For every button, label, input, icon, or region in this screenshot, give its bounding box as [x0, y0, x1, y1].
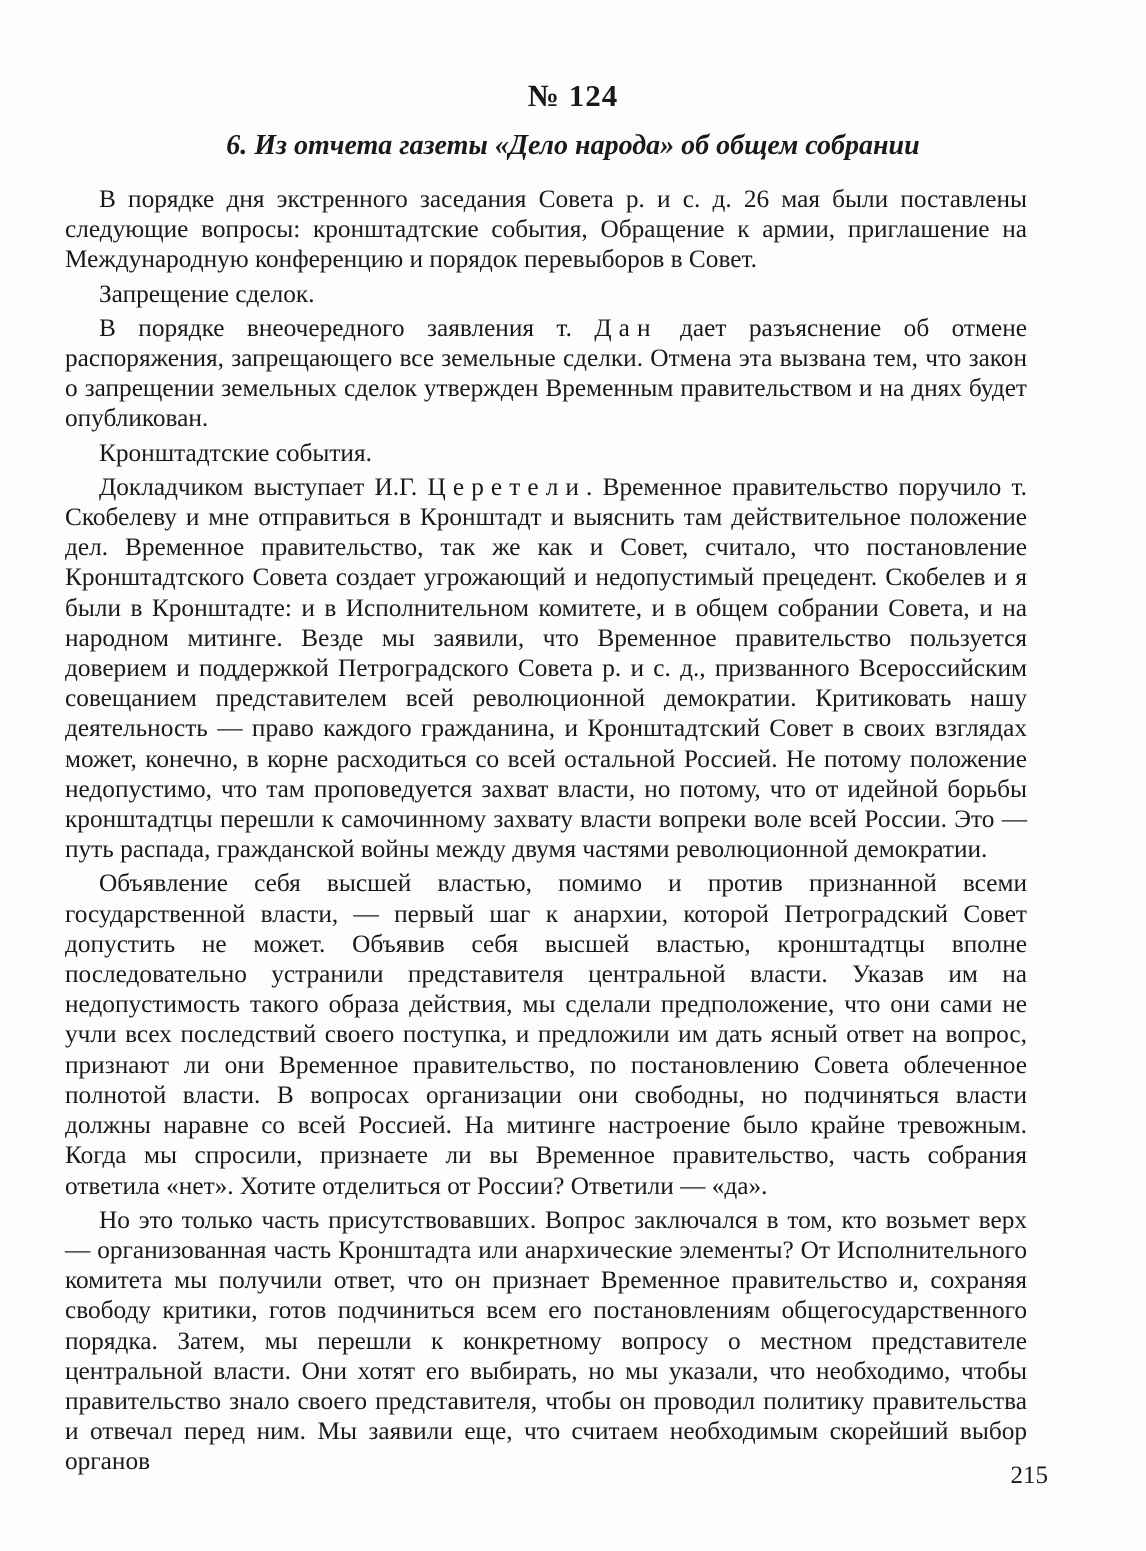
paragraph-dan-statement	[65, 313, 1027, 434]
paragraph-text: Докладчиком выступает И.Г.	[99, 472, 428, 501]
body-text	[65, 184, 1027, 1477]
paragraph-tsereteli-report	[65, 472, 1027, 865]
paragraph-text: В порядке внеочередного заявления т.	[99, 313, 595, 342]
section-heading-kronstadt-events: Кронштадтские события.	[99, 438, 372, 467]
paragraph-text: дает разъяснение об отмене распоряжения, запрещающего все земельные сделки. Отмена эта вызвана тем, что закон о запрещении земельных сделок утвержден Временным правительством и на днях будет опубликован.	[65, 313, 1027, 433]
paragraph-text: . Временное правительство поручило т. Скобелеву и мне отправиться в Кронштадт и выяснить там действительное положение дел. Временное правительство, так же как и Совет, считало, что постановление Кронштадтского Совета создает угрожающий и недопустимый прецедент. Скобелев и я были в Кронштадте: и в Исполнительном комитете, и в общем собрании Совета, и на народном митинге. Везде мы заявили, что Временное правительство пользуется доверием и поддержкой Петроградского Совета р. и с. д., призванного Всероссийским совещанием представителем всей революционной демократии. Критиковать нашу деятельность — право каждого гражданина, и Кронштадтский Совет в своих взглядах может, конечно, в корне расходиться со всей остальной Россией. Не потому положение недопустимо, что там проповедуется захват власти, но потому, что от идейной борьбы кронштадтцы перешли к самочинному захвату власти вопреки воле всей России. Это — путь распада, гражданской войны между двумя частями революционной демократии.	[65, 472, 1027, 864]
page-number: 215	[1010, 1462, 1048, 1489]
speaker-name: Церетели	[427, 472, 587, 501]
paragraph-supreme-power: Объявление себя высшей властью, помимо и против признанной всеми государственной власти, — первый шаг к анархии, которой Петроградский Совет допустить не может. Объявив себя высшей властью, кронштадтцы вполне последовательно устранили представителя центральной власти. Указав им на недопустимость такого образа действия, мы сделали предположение, что они сами не учли всех последствий своего поступка, и предложили им дать ясный ответ на вопрос, признают ли они Временное правительство, по постановлению Совета облеченное полнотой власти. В вопросах организации они свободны, но подчиняться власти должны наравне со всей Россией. На митинге настроение было крайне тревожным. Когда мы спросили, признаете ли вы Временное правительство, часть собрания ответила «нет». Хотите отделиться от России? Ответили — «да».	[65, 869, 1027, 1200]
section-heading-deals-ban: Запрещение сделок.	[99, 279, 315, 308]
paragraph-agenda: В порядке дня экстренного заседания Совета р. и с. д. 26 мая были поставлены следующие вопросы: кронштадтские события, Обращение к армии, приглашение на Международную конференцию и порядок перевыборов в Совет.	[65, 185, 1027, 274]
speaker-name: Дан	[594, 313, 658, 342]
paragraph-attendees: Но это только часть присутствовавших. Вопрос заключался в том, кто возьмет верх — организованная часть Кронштадта или анархические элементы? От Исполнительного комитета мы получили ответ, что он признает Временное правительство и, сохраняя свободу критики, готов подчиниться всем его постановлениям общегосударственного порядка. Затем, мы перешли к конкретному вопросу о местном представителе центральной власти. Они хотят его выбирать, но мы указали, что необходимо, чтобы правительство знало своего представителя, чтобы он проводил политику правительства и отвечал перед ним. Мы заявили еще, что считаем необходимым скорейший выбор органов	[65, 1205, 1027, 1476]
document-number: № 124	[527, 78, 619, 113]
document-subtitle: 6. Из отчета газеты «Дело народа» об общем собрании	[226, 130, 920, 161]
